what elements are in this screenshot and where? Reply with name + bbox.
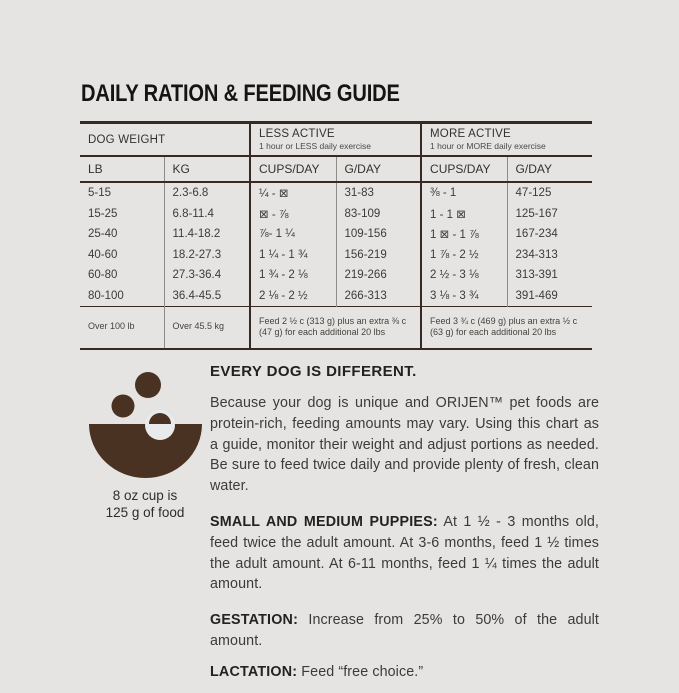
col-header-less-g: G/DAY bbox=[336, 156, 421, 182]
cup-measure-figure bbox=[80, 364, 210, 521]
cell-more-cups: 1 - 1 ⊠ bbox=[421, 204, 507, 225]
group-subtitle: 1 hour or LESS daily exercise bbox=[259, 141, 371, 151]
cell-over-lb: Over 100 lb bbox=[80, 307, 164, 350]
cell-kg: 11.4-18.2 bbox=[164, 224, 250, 245]
cell-kg: 27.3-36.4 bbox=[164, 265, 250, 286]
cell-lb: 25-40 bbox=[88, 228, 118, 241]
cell-more-cups: 3 ⅛ - 3 ¾ bbox=[421, 286, 507, 307]
lactation-paragraph bbox=[210, 662, 599, 683]
gestation-text: Increase from 25% to 50% of the adult amount. bbox=[210, 612, 599, 649]
cell-lb: 60-80 bbox=[88, 269, 118, 282]
table-row bbox=[80, 224, 592, 245]
cell-more-g: 167-234 bbox=[507, 224, 592, 245]
table-group-header-row bbox=[80, 123, 592, 157]
table-row bbox=[80, 182, 592, 204]
cell-less-cups: 1 ¾ - 2 ⅛ bbox=[250, 265, 336, 286]
group-subtitle: 1 hour or MORE daily exercise bbox=[430, 141, 546, 151]
gestation-label: GESTATION: bbox=[210, 612, 299, 629]
cell-lb: 40-60 bbox=[88, 248, 118, 261]
lactation-text: Feed “free choice.” bbox=[297, 663, 424, 680]
col-header-lb: LB bbox=[80, 156, 164, 182]
table-row bbox=[80, 286, 592, 307]
puppies-paragraph bbox=[210, 512, 599, 595]
table-row bbox=[80, 265, 592, 286]
cell-over-kg: Over 45.5 kg bbox=[164, 307, 250, 350]
cell-more-cups: 2 ½ - 3 ⅛ bbox=[421, 265, 507, 286]
cup-caption bbox=[80, 488, 210, 521]
col-header-less-cups: CUPS/DAY bbox=[250, 156, 336, 182]
cell-less-g: 31-83 bbox=[336, 182, 421, 204]
cell-less-cups: ¼ - ⊠ bbox=[250, 182, 336, 204]
dog-bowl-icon bbox=[87, 364, 204, 482]
feeding-table bbox=[80, 121, 592, 350]
cup-caption-line2: 125 g of food bbox=[105, 504, 185, 520]
cell-less-note: Feed 2 ½ c (313 g) plus an extra ⅜ c (47 g) for each additional 20 lbs bbox=[250, 307, 421, 350]
cell-less-cups: ⅞- 1 ¼ bbox=[250, 224, 336, 245]
cell-kg: 2.3-6.8 bbox=[164, 182, 250, 204]
col-header-more-g: G/DAY bbox=[507, 156, 592, 182]
puppies-text: At 1 ½ - 3 months old, feed twice the adult amount. At 3-6 months, feed 1 ½ times the adult amount. At 6-11 months, feed 1 ¼ times the adult amount. bbox=[210, 513, 599, 593]
cell-more-g: 47-125 bbox=[507, 182, 592, 204]
cell-less-g: 83-109 bbox=[336, 204, 421, 225]
cell-less-g: 156-219 bbox=[336, 245, 421, 266]
cell-lb: 5-15 bbox=[88, 187, 112, 200]
cell-less-cups: 2 ⅛ - 2 ½ bbox=[250, 286, 336, 307]
cell-more-cups: 1 ⅞ - 2 ½ bbox=[421, 245, 507, 266]
advice-text-column bbox=[210, 363, 599, 693]
group-less-active bbox=[250, 123, 421, 157]
page-title: DAILY RATION & FEEDING GUIDE bbox=[81, 80, 400, 107]
cell-less-cups: 1 ¼ - 1 ¾ bbox=[250, 245, 336, 266]
group-more-active bbox=[421, 123, 592, 157]
table-over-100lb-row bbox=[80, 307, 592, 350]
cell-kg: 36.4-45.5 bbox=[164, 286, 250, 307]
cell-kg: 18.2-27.3 bbox=[164, 245, 250, 266]
lactation-label: LACTATION: bbox=[210, 663, 298, 680]
table-column-header-row bbox=[80, 156, 592, 182]
gestation-paragraph bbox=[210, 610, 599, 652]
cell-more-note: Feed 3 ¾ c (469 g) plus an extra ½ c (63 g) for each additional 20 lbs bbox=[421, 307, 592, 350]
cell-more-g: 125-167 bbox=[507, 204, 592, 225]
cell-lb: 15-25 bbox=[88, 207, 118, 220]
cell-less-g: 266-313 bbox=[336, 286, 421, 307]
puppies-label: SMALL AND MEDIUM PUPPIES: bbox=[210, 513, 438, 530]
cell-more-cups: ⅜ - 1 bbox=[421, 182, 507, 204]
table-row bbox=[80, 245, 592, 266]
cell-less-g: 109-156 bbox=[336, 224, 421, 245]
col-header-kg: KG bbox=[164, 156, 250, 182]
cell-more-g: 234-313 bbox=[507, 245, 592, 266]
group-label: MORE ACTIVE bbox=[430, 128, 511, 140]
group-dog-weight bbox=[80, 123, 250, 157]
cell-more-cups: 1 ⊠ - 1 ⅞ bbox=[421, 224, 507, 245]
every-dog-heading: EVERY DOG IS DIFFERENT. bbox=[210, 363, 417, 380]
cell-more-g: 391-469 bbox=[507, 286, 592, 307]
table-row bbox=[80, 204, 592, 225]
cell-less-g: 219-266 bbox=[336, 265, 421, 286]
cup-caption-line1: 8 oz cup is bbox=[112, 488, 178, 503]
cell-kg: 6.8-11.4 bbox=[164, 204, 250, 225]
group-label: LESS ACTIVE bbox=[259, 128, 335, 140]
intro-paragraph: Because your dog is unique and ORIJEN™ pet foods are protein-rich, feeding amounts may vary. Using this chart as a guide, monitor their weight and adjust portions as needed. Be sure to feed twice daily and provide plenty of fresh, clean water. bbox=[210, 395, 599, 495]
col-header-more-cups: CUPS/DAY bbox=[421, 156, 507, 182]
cell-less-cups: ⊠ - ⅞ bbox=[250, 204, 336, 225]
cell-lb: 80-100 bbox=[88, 289, 124, 302]
cell-more-g: 313-391 bbox=[507, 265, 592, 286]
group-label: DOG WEIGHT bbox=[88, 133, 166, 146]
